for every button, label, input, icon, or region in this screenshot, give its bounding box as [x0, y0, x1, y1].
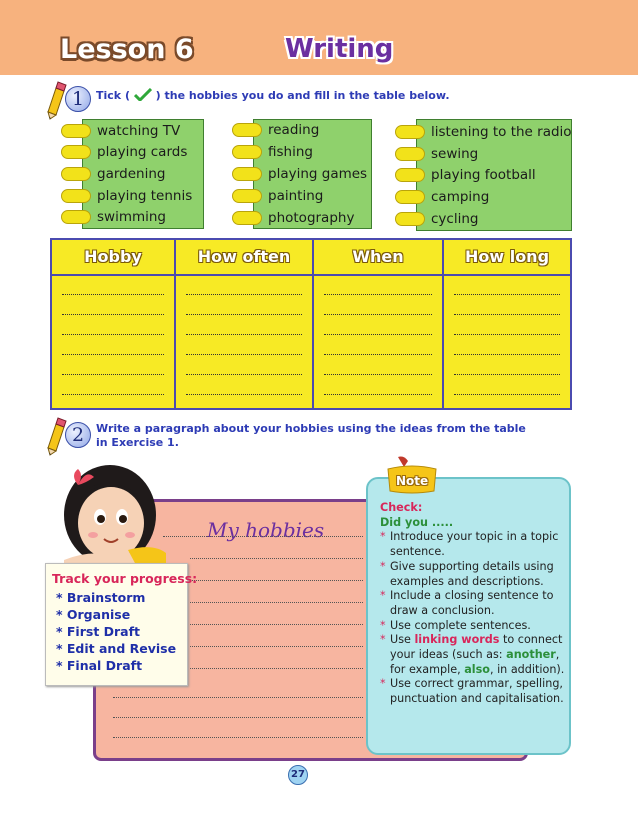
answer-line[interactable] — [454, 394, 560, 395]
tick-oval[interactable] — [395, 125, 425, 139]
tick-oval[interactable] — [395, 168, 425, 182]
tick-oval[interactable] — [232, 145, 262, 159]
tick-oval[interactable] — [232, 167, 262, 181]
answer-line[interactable] — [62, 394, 164, 395]
answer-line[interactable] — [454, 354, 560, 355]
answer-line[interactable] — [454, 334, 560, 335]
girl-illustration — [58, 455, 170, 575]
answer-line[interactable] — [186, 294, 302, 295]
lesson-title: Lesson 6 — [60, 34, 194, 65]
exercise-2-instruction: Write a paragraph about your hobbies using the ideas from the table in Exercise 1. — [96, 422, 526, 449]
tick-oval[interactable] — [61, 124, 91, 138]
progress-item: * Final Draft — [56, 658, 143, 673]
table-header: How long — [444, 240, 570, 276]
answer-line[interactable] — [186, 354, 302, 355]
note-item: * Give supporting details using examples and descriptions. — [380, 559, 554, 588]
answer-line[interactable] — [454, 314, 560, 315]
exercise-1-instruction: Tick ( ) the hobbies you do and fill in the table below. — [96, 89, 450, 102]
hobby-table — [50, 238, 572, 410]
answer-line[interactable] — [324, 374, 432, 375]
page-number: 27 — [288, 765, 308, 785]
table-header: When — [314, 240, 442, 276]
note-box — [366, 477, 571, 755]
answer-line[interactable] — [186, 394, 302, 395]
writing-line[interactable] — [113, 717, 363, 718]
note-did-you: Did you ..... — [380, 515, 454, 529]
answer-line[interactable] — [454, 374, 560, 375]
writing-line[interactable] — [113, 697, 363, 698]
progress-tracker — [45, 563, 198, 686]
answer-line[interactable] — [324, 354, 432, 355]
writing-line[interactable] — [190, 624, 363, 625]
tick-oval[interactable] — [61, 145, 91, 159]
answer-line[interactable] — [324, 334, 432, 335]
hobby-box-1: watching TV playing cards gardening playing tennis swimming — [82, 119, 204, 229]
writing-line[interactable] — [190, 668, 363, 669]
table-column-hobby — [52, 240, 176, 408]
exercise-2-number: 2 — [65, 422, 91, 448]
note-item: * Use complete sentences. — [380, 618, 531, 632]
note-item: * Introduce your topic in a topic sentence. — [380, 530, 559, 559]
table-column-how-long — [444, 240, 570, 408]
answer-line[interactable] — [62, 354, 164, 355]
hobby-box-2: reading fishing playing games painting photography — [253, 119, 372, 229]
tick-oval[interactable] — [61, 210, 91, 224]
answer-line[interactable] — [62, 374, 164, 375]
tick-oval[interactable] — [232, 189, 262, 203]
tick-oval[interactable] — [395, 147, 425, 161]
answer-line[interactable] — [324, 314, 432, 315]
progress-item: * Brainstorm — [56, 590, 146, 605]
answer-line[interactable] — [186, 314, 302, 315]
tick-oval[interactable] — [61, 189, 91, 203]
writing-line[interactable] — [163, 536, 363, 537]
table-column-how-often — [176, 240, 314, 408]
answer-line[interactable] — [186, 374, 302, 375]
writing-title: My hobbies — [207, 518, 325, 542]
section-title: Writing — [285, 34, 394, 64]
answer-line[interactable] — [62, 294, 164, 295]
note-item: * Include a closing sentence to draw a conclusion. — [380, 589, 554, 617]
answer-line[interactable] — [324, 394, 432, 395]
tick-oval[interactable] — [61, 167, 91, 181]
tick-oval[interactable] — [395, 212, 425, 226]
tick-icon — [134, 88, 152, 101]
table-column-when — [314, 240, 444, 408]
answer-line[interactable] — [62, 314, 164, 315]
note-tag: Note — [396, 474, 429, 488]
table-header: Hobby — [52, 240, 174, 276]
hobby-box-3: listening to the radio sewing playing football camping cycling — [416, 119, 572, 231]
answer-line[interactable] — [454, 294, 560, 295]
table-header: How often — [176, 240, 312, 276]
writing-line[interactable] — [190, 646, 363, 647]
writing-line[interactable] — [190, 602, 363, 603]
writing-line[interactable] — [190, 580, 363, 581]
exercise-1-number: 1 — [65, 86, 91, 112]
note-body — [380, 501, 568, 707]
note-item: * Use correct grammar, spelling, punctuation and capitalisation. — [380, 677, 564, 706]
progress-item: * First Draft — [56, 624, 141, 639]
note-check-label: Check: — [380, 501, 423, 514]
note-item: * Use linking words to connect your ideas (such as: another, for example, also, in addition). — [380, 633, 565, 676]
progress-item: * Organise — [56, 607, 131, 622]
answer-line[interactable] — [324, 294, 432, 295]
progress-title: Track your progress: — [52, 571, 198, 586]
tick-oval[interactable] — [232, 123, 262, 137]
tick-oval[interactable] — [232, 211, 262, 225]
writing-line[interactable] — [190, 558, 363, 559]
answer-line[interactable] — [62, 334, 164, 335]
tick-oval[interactable] — [395, 190, 425, 204]
answer-line[interactable] — [186, 334, 302, 335]
progress-item: * Edit and Revise — [56, 641, 177, 656]
writing-line[interactable] — [113, 737, 363, 738]
